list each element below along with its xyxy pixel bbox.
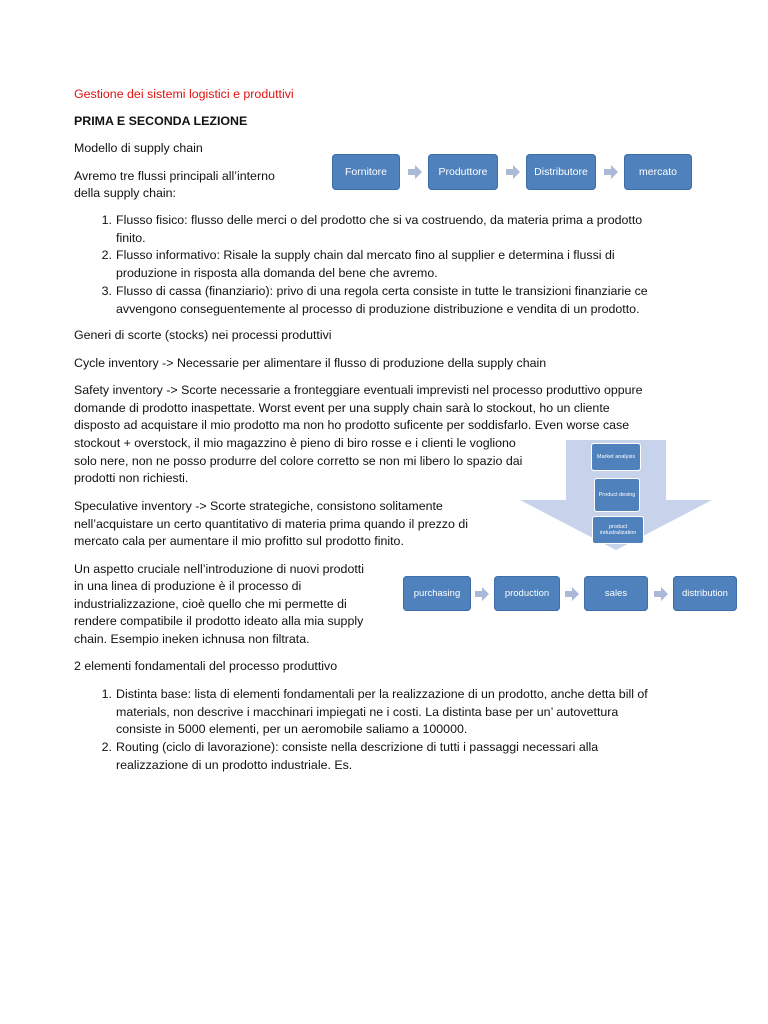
doc-title: Gestione dei sistemi logistici e produttivi [74,87,294,101]
document-page: Gestione dei sistemi logistici e produttivi PRIMA E SECONDA LEZIONE Modello di supply chain Avremo tre flussi principali all’interno della supply chain: Fornitore Produttore Distributore mercato 1. Flusso fisico: flusso delle merci o del prodotto che si va costruendo, da materia prima a prodotto finito. 2. Flusso informativo: Risale la supply chain dal mercato fino al supplier e determina i flussi di produzione in risposta alla domanda del bene che avremo. 3. Flusso di cassa (finanziario): privo di una regola certa consiste in tutte le transizioni finanziarie ce avvengono conseguentemente al processo di produzione distribuzione e vendita di un prodotto. Generi di scorte (stocks) nei processi produttivi Cycle inventory -> Necessarie per alimentare il flusso di produzione della supply chain Safety inventory -> Scorte necessarie a fronteggiare eventuali imprevisti nel processo produttivo oppure domande di prodotto inaspettate. Worst event per una supply chain sarà lo stockout, ho un cliente disposto ad acquistare il mio prodotto ma non ho prodotto suficente per soddisfarlo. Even worse case stockout + overstock, il mio magazzino è pieno di biro rosse e i clienti le vogliono solo nere, non ne posso produrre del colore corretto se non mi libero lo spazio dai prodotti non richiesti. Market analysis Product desing product industralization Speculative inventory -> Scorte strategiche, consistono solitamente nell’acquistare un certo quantitativo di materia prima quando il prezzo di mercato cala per aumentare il mio profitto sul prodotto finito. Un aspetto cruciale nell’introduzione di nuovi prodotti in una linea di produzione è il processo di industrializzazione, cioè quello che mi permette di rendere compatibile il prodotto ideato alla mia supply chain. Esempio ineken ichnusa non filtrata. purchasing production sales distribution 2 elementi fondamentali del processo produttivo 1. Distinta base: lista di elementi fondamentali per la realizzazione di un prodotto, anche detta bill of materials, non descrive i macchinari impiegati ne i costi. La distinta base per un’ autovettura consiste in 5000 elementi, per un aeromobile saliamo a 100000. 2. Routing (ciclo di lavorazione): consiste nella descrizione di tutti i passaggi necessari alla realizzazione di un prodotto industriale. Es. [0,0,768,1024]
diagram-node: sales [584,576,648,611]
paragraph-line: mercato cala per aumentare il mio profitto sul prodotto finito. [74,534,404,548]
diagram-node: production [494,576,560,611]
paragraph-line: solo nere, non ne posso produrre del colore corretto se non mi libero lo spazio dai [74,454,523,468]
paragraph-line: disposto ad acquistare il mio prodotto ma non ho prodotto suficente per soddisfarlo. Even worse case [74,418,630,432]
diagram-node: Distributore [526,154,596,190]
diagram-node: Produttore [428,154,498,190]
paragraph-line: stockout + overstock, il mio magazzino è pieno di biro rosse e i clienti le vogliono [74,436,516,450]
funnel-step: Product desing [594,478,640,512]
arrow-right-icon [506,165,520,179]
diagram-node: purchasing [403,576,471,611]
section-heading: Generi di scorte (stocks) nei processi produttivi [74,328,332,342]
doc-subtitle: PRIMA E SECONDA LEZIONE [74,114,248,128]
diagram-node: Fornitore [332,154,400,190]
funnel-step: Market analysis [591,443,641,471]
paragraph-line: Cycle inventory -> Necessarie per alimentare il flusso di produzione della supply chain [74,356,547,370]
paragraph-line: in una linea di produzione è il processo di [74,579,302,593]
paragraph-line: industrializzazione, cioè quello che mi permette di [74,597,347,611]
funnel-step: product industralization [592,516,644,544]
arrow-right-icon [604,165,618,179]
arrow-right-icon [408,165,422,179]
arrow-right-icon [475,587,489,601]
arrow-right-icon [654,587,668,601]
diagram-node: distribution [673,576,737,611]
paragraph-line: nell’acquistare un certo quantitativo di materia prima quando il prezzo di [74,517,468,531]
paragraph-line: Avremo tre flussi principali all’interno [74,169,275,183]
paragraph-line: Safety inventory -> Scorte necessarie a fronteggiare eventuali imprevisti nel processo produttivo oppure [74,383,643,397]
paragraph-line: Speculative inventory -> Scorte strategiche, consistono solitamente [74,499,443,513]
paragraph-line: chain. Esempio ineken ichnusa non filtrata. [74,632,310,646]
arrow-right-icon [565,587,579,601]
diagram-node: mercato [624,154,692,190]
paragraph-line: rendere compatibile il prodotto ideato alla mia supply [74,614,364,628]
paragraph-line: della supply chain: [74,186,176,200]
paragraph-line: domande di prodotto inaspettate. Worst event per una supply chain sarà lo stockout, ho un cliente [74,401,610,415]
paragraph-line: Un aspetto cruciale nell’introduzione di nuovi prodotti [74,562,364,576]
section-heading: Modello di supply chain [74,141,203,155]
paragraph-line: prodotti non richiesti. [74,471,189,485]
section-heading: 2 elementi fondamentali del processo produttivo [74,659,338,673]
